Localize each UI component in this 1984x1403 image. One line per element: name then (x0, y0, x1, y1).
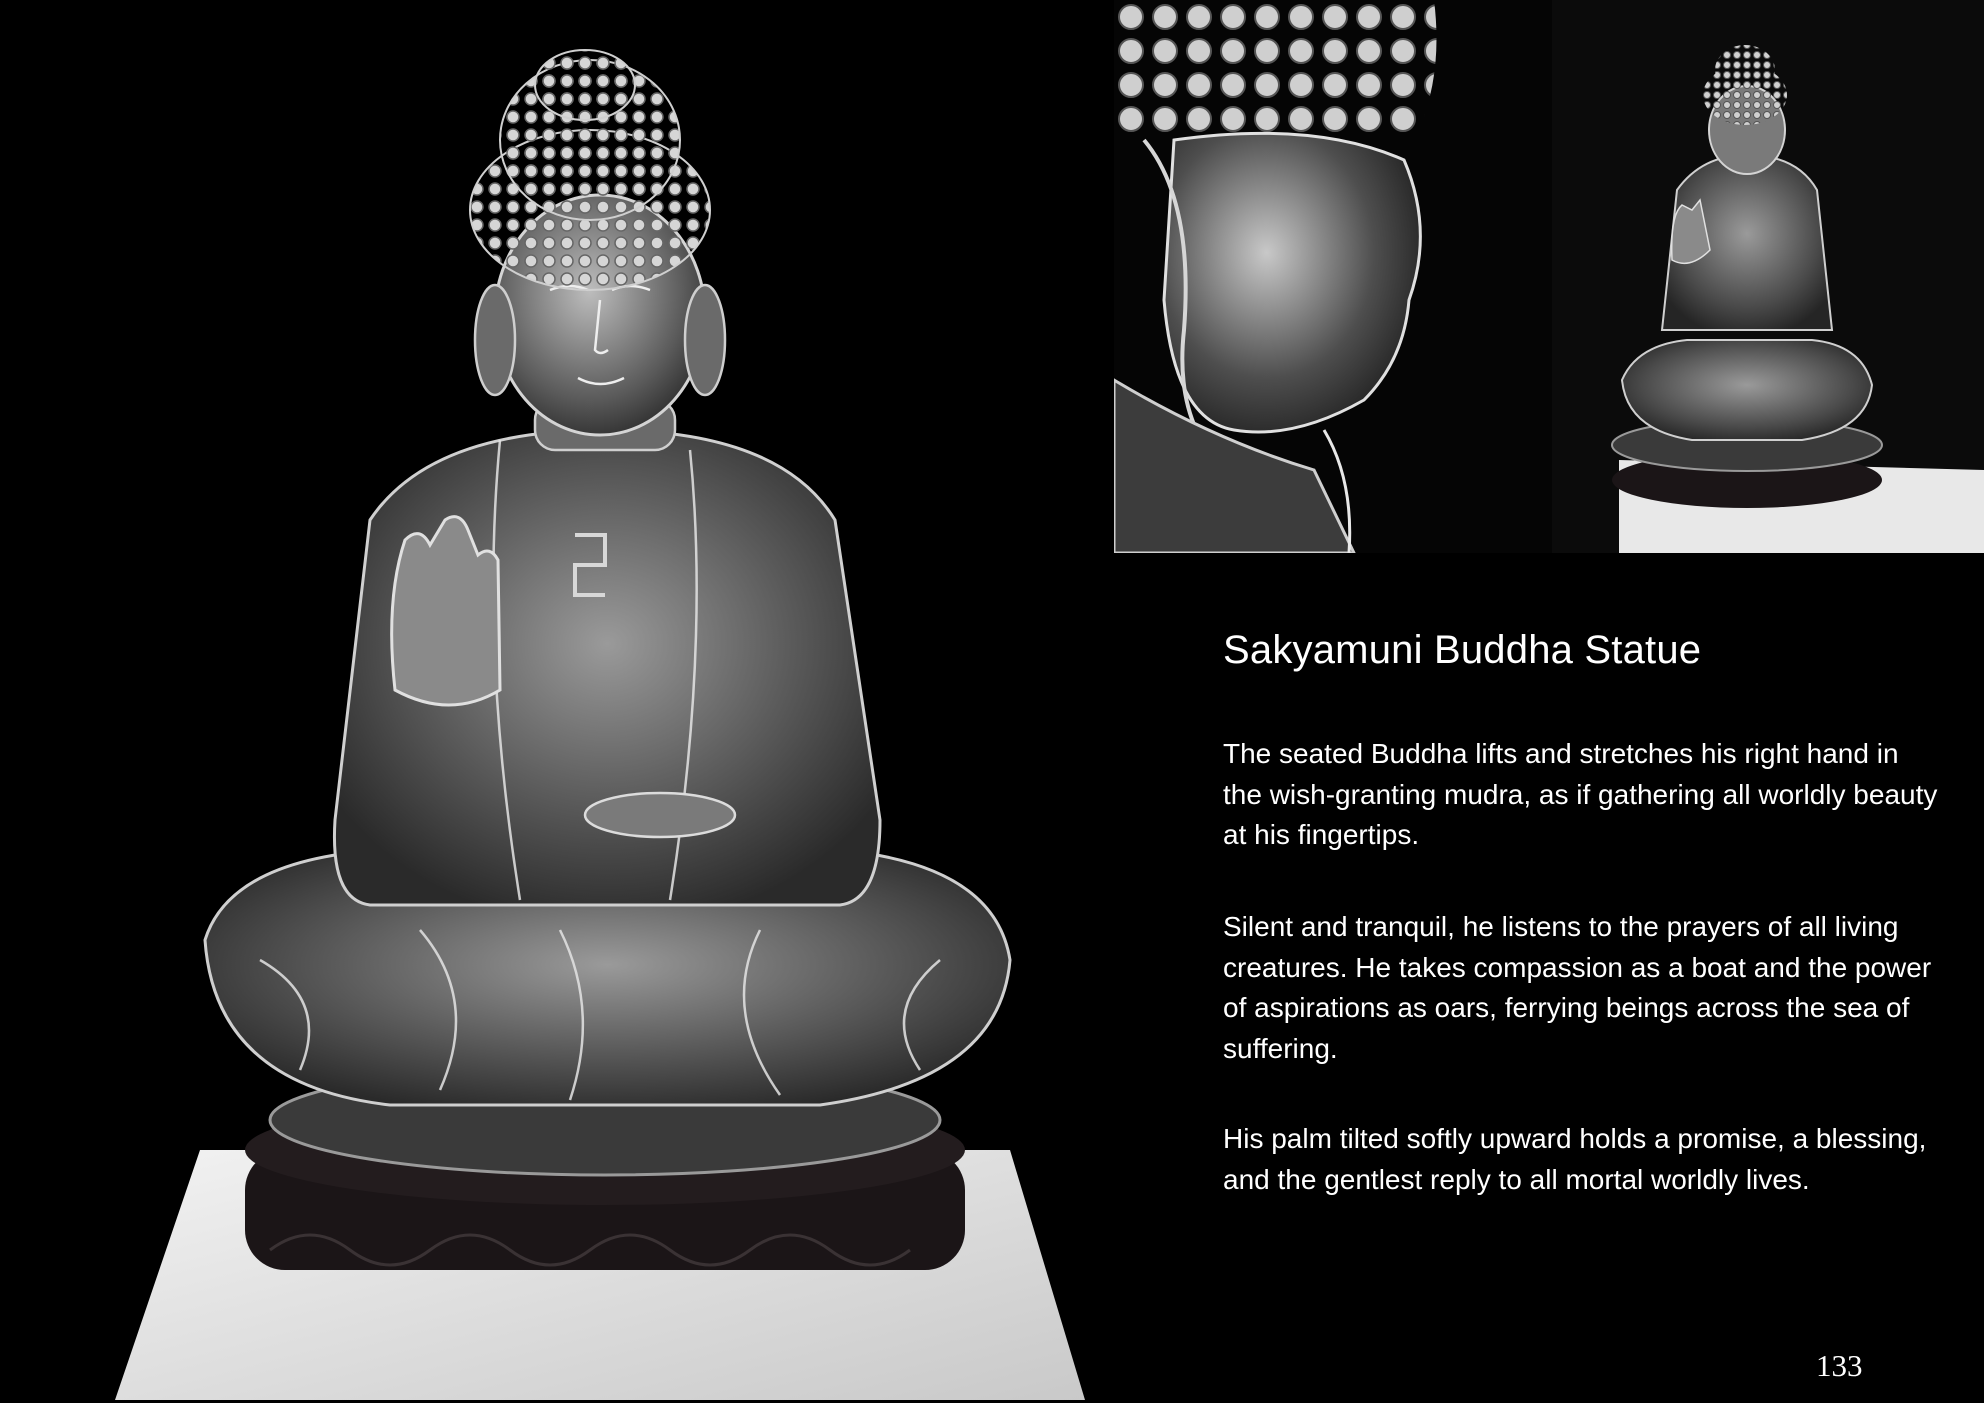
paragraph-3: His palm tilted softly upward holds a promise, a blessing, and the gentlest reply to all mortal worldly lives. (1223, 1123, 1927, 1195)
small-statue-photo (1552, 0, 1984, 553)
paragraph-1: The seated Buddha lifts and stretches his right hand in the wish-granting mudra, as if gathering all worldly beauty at his fingertips. (1223, 738, 1938, 850)
page-number: 133 (1816, 1348, 1863, 1383)
paragraph-2: Silent and tranquil, he listens to the prayers of all living creatures. He takes compassion as a boat and the power of aspirations as oars, ferrying beings across the sea of suffering. (1223, 911, 1932, 1064)
page-title: Sakyamuni Buddha Statue (1223, 628, 1702, 672)
closeup-head-photo (1114, 0, 1552, 553)
